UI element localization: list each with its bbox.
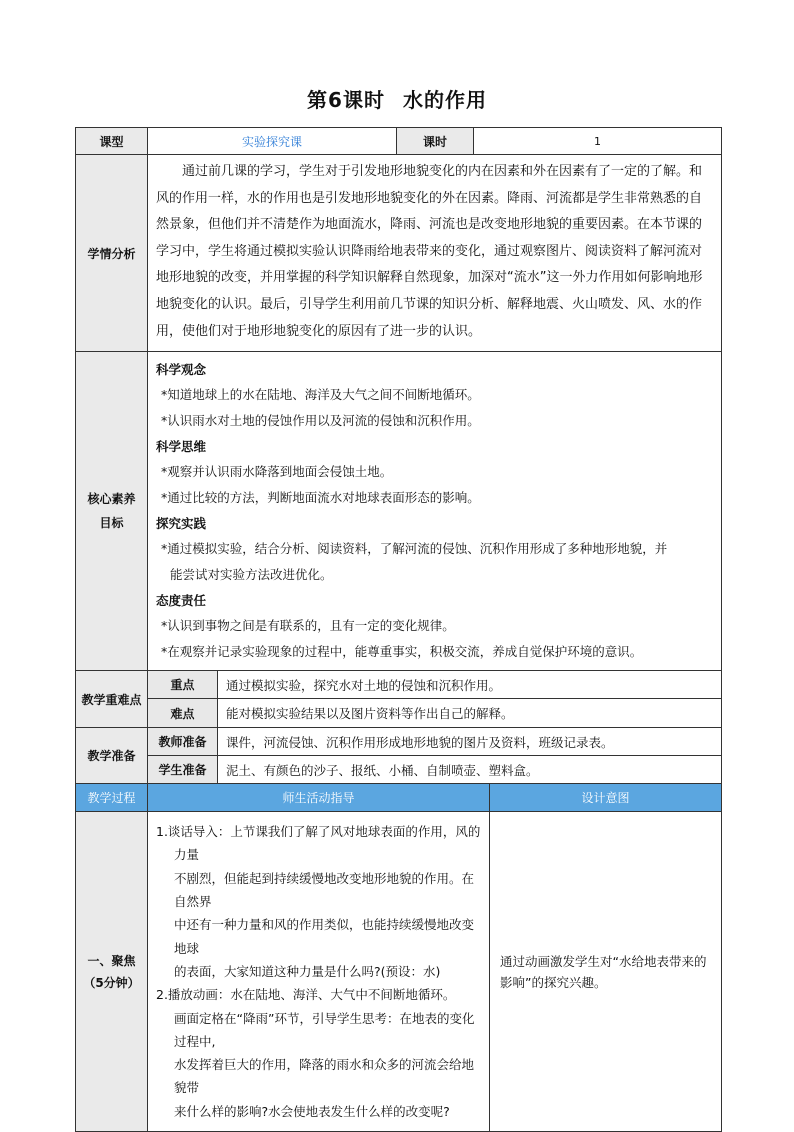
core-label (76, 352, 148, 671)
activity-line: 水发挥着巨大的作用，降落的雨水和众多的河流会给地貌带 (174, 1057, 475, 1096)
keypoints-label: 教学重难点 (76, 671, 148, 728)
activity-line: 不剧烈，但能起到持续缓慢地改变地形地貌的作用。在自然界 (174, 870, 475, 910)
core-label-line2: 目标 (99, 516, 124, 531)
lesson-plan-table (75, 127, 722, 1132)
step-focus-activity (148, 812, 490, 1132)
concept-item: *知道地球上的水在陆地、海洋及大气之间不间断地循环。 (161, 387, 480, 403)
activity-line: 中还有一种力量和风的作用类似，也能持续缓慢地改变地球 (174, 917, 475, 956)
thinking-item: *通过比较的方法，判断地面流水对地球表面形态的影响。 (161, 489, 480, 505)
analysis-row (76, 155, 722, 352)
practice-item: *通过模拟实验，结合分析、阅读资料，了解河流的侵蚀、沉积作用形成了多种地形地貌，并 (161, 541, 668, 557)
difficult-point-text: 能对模拟实验结果以及图片资料等作出自己的解释。 (218, 699, 722, 728)
info-row (76, 128, 722, 155)
core-label-line1: 核心素养 (87, 492, 136, 507)
step-focus-title: 一、聚焦 (87, 953, 136, 968)
course-type-value: 实验探究课 (148, 128, 397, 155)
key-point-label: 重点 (148, 671, 218, 699)
key-point-row (76, 671, 722, 699)
student-prep-text: 泥土、有颜色的沙子、报纸、小桶、自制喷壶、塑料盒。 (218, 756, 722, 784)
core-row (76, 352, 722, 671)
activity-line: 1.谈话导入：上节课我们了解了风对地球表面的作用，风的力量 (156, 824, 481, 863)
attitude-title: 态度责任 (156, 593, 207, 609)
process-header-activity: 师生活动指导 (148, 784, 490, 812)
thinking-title: 科学思维 (156, 439, 207, 455)
difficult-point-label: 难点 (148, 699, 218, 728)
activity-line: 的表面，大家知道这种力量是什么吗?(预设：水) (174, 963, 441, 979)
period-label: 课时 (397, 128, 474, 155)
activity-line: 画面定格在“降雨”环节，引导学生思考：在地表的变化过程中, (174, 1010, 475, 1049)
difficult-point-row (76, 699, 722, 728)
prep-label: 教学准备 (76, 728, 148, 784)
activity-line: 来什么样的影响?水会使地表发生什么样的改变呢? (174, 1103, 450, 1119)
key-point-text: 通过模拟实验，探究水对土地的侵蚀和沉积作用。 (218, 671, 722, 699)
process-header-stage: 教学过程 (76, 784, 148, 812)
teacher-prep-row (76, 728, 722, 756)
lesson-number: 第6课时 (307, 88, 385, 112)
step-focus-duration: （5分钟） (83, 975, 140, 990)
step-focus-row (76, 812, 722, 1132)
course-type-label: 课型 (76, 128, 148, 155)
step-focus-label (76, 812, 148, 1132)
attitude-item: *认识到事物之间是有联系的，且有一定的变化规律。 (161, 618, 455, 634)
analysis-label: 学情分析 (76, 155, 148, 352)
core-goals (148, 352, 722, 671)
student-prep-row (76, 756, 722, 784)
student-prep-label: 学生准备 (148, 756, 218, 784)
practice-item-continued: 能尝试对实验方法改进优化。 (170, 566, 333, 582)
thinking-item: *观察并认识雨水降落到地面会侵蚀土地。 (161, 464, 393, 480)
step-focus-intent: 通过动画激发学生对“水给地表带来的影响”的探究兴趣。 (490, 812, 722, 1132)
activity-line: 2.播放动画：水在陆地、海洋、大气中不间断地循环。 (156, 987, 456, 1003)
process-header-intent: 设计意图 (490, 784, 722, 812)
process-header-row (76, 784, 722, 812)
page-title (0, 84, 794, 113)
concept-title: 科学观念 (156, 362, 207, 378)
concept-item: *认识雨水对土地的侵蚀作用以及河流的侵蚀和沉积作用。 (161, 412, 480, 428)
lesson-topic: 水的作用 (402, 88, 487, 112)
teacher-prep-text: 课件，河流侵蚀、沉积作用形成地形地貌的图片及资料，班级记录表。 (218, 728, 722, 756)
period-value: 1 (474, 128, 722, 155)
attitude-item: *在观察并记录实验现象的过程中，能尊重事实，积极交流，养成自觉保护环境的意识。 (161, 643, 643, 659)
practice-title: 探究实践 (156, 516, 207, 532)
analysis-text: 通过前几课的学习，学生对于引发地形地貌变化的内在因素和外在因素有了一定的了解。和风的作用一样，水的作用也是引发地形地貌变化的外在因素。降雨、河流都是学生非常熟悉的自然景象，但他们并不清楚作为地面流水，降雨、河流也是改变地形地貌的重要因素。在本节课的学习中，学生将通过模拟实验认识降雨给地表带来的变化，通过观察图片、阅读资料了解河流对地形地貌的改变，并用掌握的科学知识解释自然现象，加深对“流水”这一外力作用如何影响地形地貌变化的认识。最后，引导学生利用前几节课的知识分析、解释地震、火山喷发、风、水的作用，使他们对于地形地貌变化的原因有了进一步的认识。 (148, 155, 722, 352)
teacher-prep-label: 教师准备 (148, 728, 218, 756)
